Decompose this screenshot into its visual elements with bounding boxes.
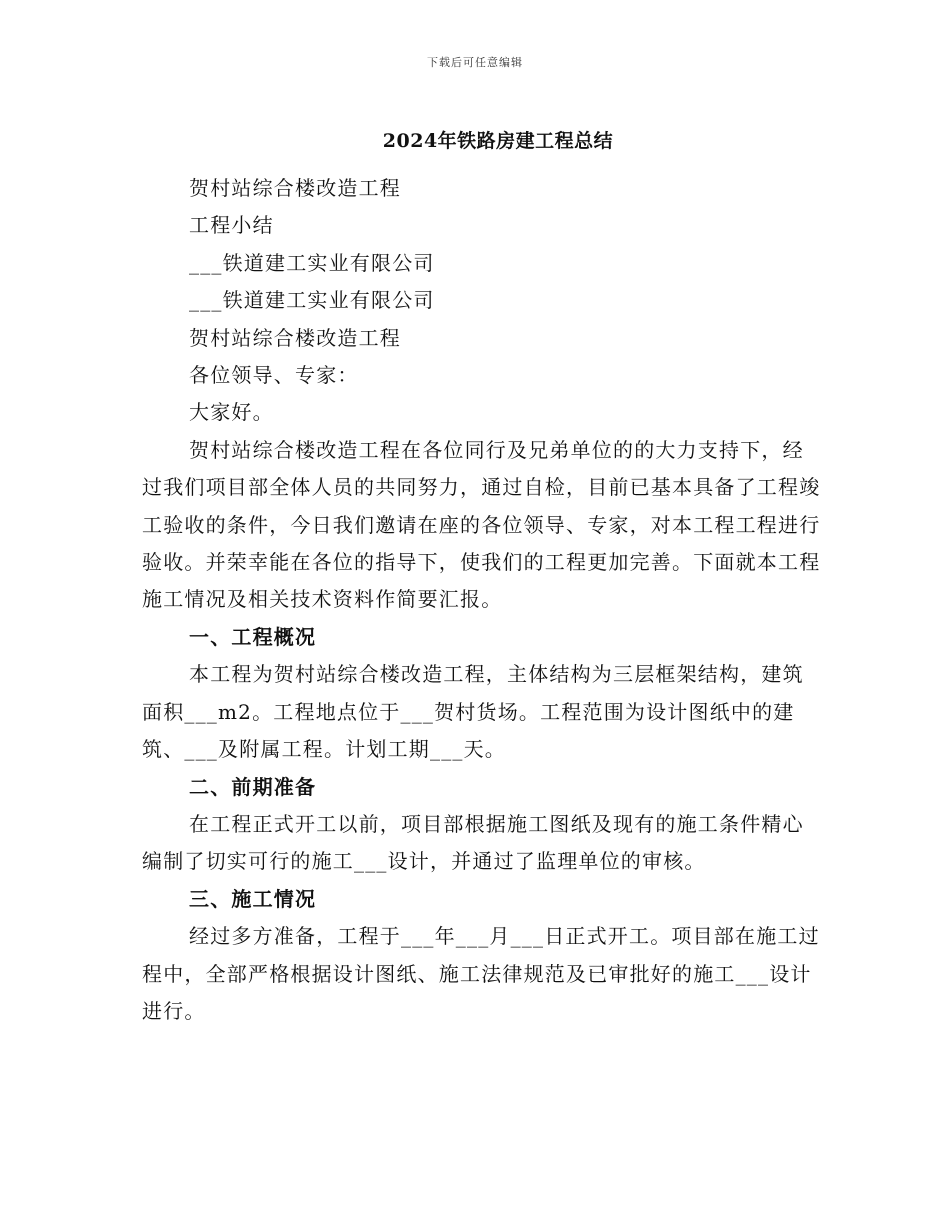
company-line-1: ___铁道建工实业有限公司 xyxy=(189,250,435,275)
section-body-construction: 经过多方准备，工程于___年___月___日正式开工。项目部在施工过程中，全部严格根据设计图纸、施工法律规范及已审批好的施工___设计进行。 xyxy=(142,924,820,1023)
section-body-overview: 本工程为贺村站综合楼改造工程，主体结构为三层框架结构，建筑面积___m2。工程地点位于___贺村货场。工程范围为设计图纸中的建筑、___及附属工程。计划工期___天。 xyxy=(142,662,804,762)
section-heading-overview: 一、工程概况 xyxy=(189,624,317,649)
header-note: 下载后可任意编辑 xyxy=(427,56,523,69)
summary-label-line: 工程小结 xyxy=(189,213,274,238)
greeting-line: 大家好。 xyxy=(189,400,274,425)
project-name-line-2: 贺村站综合楼改造工程 xyxy=(189,325,401,350)
document-body xyxy=(142,170,822,1030)
section-heading-preparation: 二、前期准备 xyxy=(189,774,317,799)
company-line-2: ___铁道建工实业有限公司 xyxy=(189,288,435,313)
intro-paragraph: 贺村站综合楼改造工程在各位同行及兄弟单位的的大力支持下，经过我们项目部全体人员的共同努力，通过自检，目前已基本具备了工程竣工验收的条件，今日我们邀请在座的各位领导、专家，对本工程工程进行验收。并荣幸能在各位的指导下，使我们的工程更加完善。下面就本工程施工情况及相关技术资料作简要汇报。 xyxy=(142,437,821,612)
section-body-preparation: 在工程正式开工以前，项目部根据施工图纸及现有的施工条件精心编制了切实可行的施工___设计，并通过了监理单位的审核。 xyxy=(142,811,804,874)
project-name-line: 贺村站综合楼改造工程 xyxy=(189,176,401,200)
document-title: 2024年铁路房建工程总结 xyxy=(382,130,614,152)
salutation-line: 各位领导、专家： xyxy=(189,363,359,388)
section-heading-construction: 三、施工情况 xyxy=(189,886,317,911)
